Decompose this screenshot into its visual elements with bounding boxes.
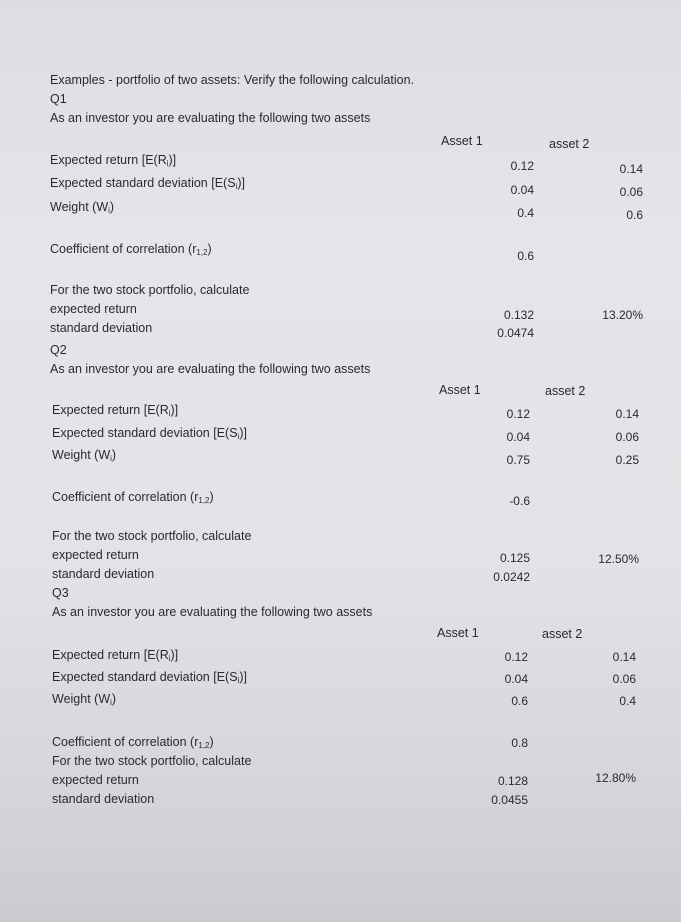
asset-1-header: Asset 1 — [441, 134, 483, 148]
calculate-text: For the two stock portfolio, calculate — [50, 283, 250, 297]
correlation-value: 0.6 — [517, 249, 534, 263]
asset-2-weight: 0.4 — [619, 694, 636, 708]
portfolio-return-label: expected return — [52, 548, 139, 562]
portfolio-sd-label: standard deviation — [52, 792, 155, 806]
asset-1-expected-sd: 0.04 — [510, 183, 534, 197]
expected-return-label: Expected return $[E(R_i)]$ — [52, 648, 179, 663]
portfolio-return-percent: 12.80% — [595, 771, 636, 785]
expected-sd-label: Expected standard deviation $[E(S_i)]$ — [50, 176, 245, 191]
calculate-text: For the two stock portfolio, calculate — [52, 529, 252, 543]
question-label: Q1 — [50, 92, 67, 106]
portfolio-return-value: 0.128 — [497, 774, 528, 788]
asset-1-expected-return: 0.12 — [510, 159, 534, 173]
question-label: Q3 — [52, 586, 69, 600]
asset-1-expected-sd: 0.04 — [506, 430, 530, 444]
asset-2-header: asset 2 — [542, 627, 583, 641]
asset-1-header: Asset 1 — [437, 626, 479, 640]
question-label: Q2 — [50, 343, 67, 357]
asset-2-expected-return: 0.14 — [615, 407, 639, 421]
calculate-text: For the two stock portfolio, calculate — [52, 754, 252, 768]
portfolio-return-percent: 12.50% — [598, 552, 639, 566]
intro-text: As an investor you are evaluating the following two assets — [50, 111, 371, 125]
expected-sd-label: Expected standard deviation $[E(S_i)]$ — [52, 670, 247, 685]
asset-2-weight: 0.6 — [626, 208, 643, 222]
correlation-label: Coefficient of correlation $(r_{1,2})$ — [50, 242, 212, 257]
asset-1-expected-sd: 0.04 — [504, 672, 528, 686]
asset-1-header: Asset 1 — [439, 383, 481, 397]
page-title: Examples - portfolio of two assets: Verify the following calculation. — [50, 73, 415, 87]
weight-label: Weight $(W_i)$ — [50, 200, 115, 215]
intro-text: As an investor you are evaluating the following two assets — [52, 605, 373, 619]
portfolio-sd-label: standard deviation — [52, 567, 155, 581]
portfolio-return-value: 0.125 — [499, 551, 530, 565]
portfolio-sd-value: 0.0474 — [497, 326, 534, 340]
correlation-value: -0.6 — [509, 494, 530, 508]
asset-2-expected-return: 0.14 — [612, 650, 636, 664]
asset-1-expected-return: 0.12 — [506, 407, 530, 421]
portfolio-return-label: expected return — [52, 773, 139, 787]
portfolio-return-value: 0.132 — [503, 308, 534, 322]
asset-1-expected-return: 0.12 — [504, 650, 528, 664]
portfolio-sd-value: 0.0455 — [491, 793, 528, 807]
expected-sd-label: Expected standard deviation $[E(S_i)]$ — [52, 426, 247, 441]
portfolio-sd-label: standard deviation — [50, 321, 153, 335]
asset-2-weight: 0.25 — [615, 453, 639, 467]
correlation-label: Coefficient of correlation $(r_{1,2})$ — [52, 490, 214, 505]
asset-1-weight: 0.6 — [511, 694, 528, 708]
portfolio-return-label: expected return — [50, 302, 137, 316]
asset-2-expected-sd: 0.06 — [615, 430, 639, 444]
asset-1-weight: 0.4 — [517, 206, 534, 220]
portfolio-return-percent: 13.20% — [602, 308, 643, 322]
asset-2-header: asset 2 — [549, 137, 590, 151]
expected-return-label: Expected return $[E(R_i)]$ — [50, 153, 177, 168]
intro-text: As an investor you are evaluating the following two assets — [50, 362, 371, 376]
asset-1-weight: 0.75 — [506, 453, 530, 467]
correlation-label: Coefficient of correlation $(r_{1,2})$ — [52, 735, 214, 750]
weight-label: Weight $(W_i)$ — [52, 692, 117, 707]
correlation-value: 0.8 — [511, 736, 528, 750]
asset-2-expected-sd: 0.06 — [619, 185, 643, 199]
asset-2-expected-return: 0.14 — [619, 162, 643, 176]
weight-label: Weight $(W_i)$ — [52, 448, 117, 463]
expected-return-label: Expected return $[E(R_i)]$ — [52, 403, 179, 418]
portfolio-sd-value: 0.0242 — [493, 570, 530, 584]
asset-2-expected-sd: 0.06 — [612, 672, 636, 686]
asset-2-header: asset 2 — [545, 384, 586, 398]
